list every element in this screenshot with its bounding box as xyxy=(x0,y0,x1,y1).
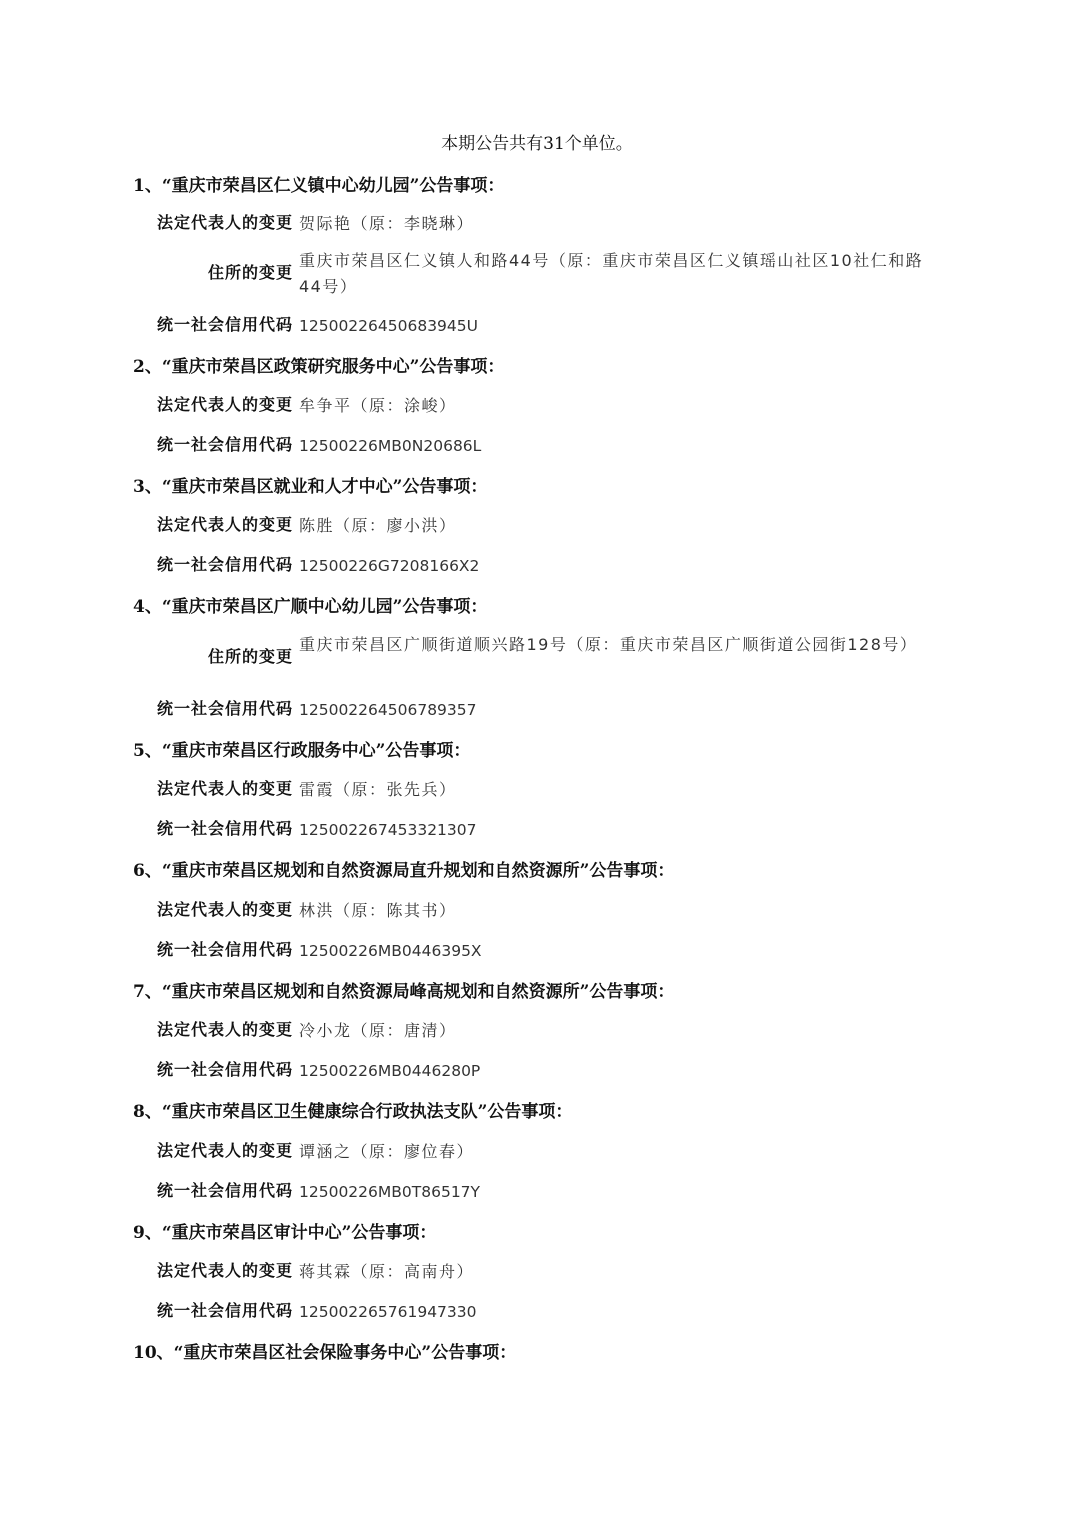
credit-code-value: 12500226MB0N20686L xyxy=(299,437,482,455)
credit-code-value: 12500226MB0T86517Y xyxy=(299,1183,481,1201)
legal-rep-value: 贺际艳（原：李晓琳） xyxy=(299,214,475,233)
legal-rep-value: 林洪（原：陈其书） xyxy=(299,901,457,920)
credit-code-label: 统一社会信用代码 xyxy=(156,1301,293,1320)
entry-8-heading: 8、“重庆市荣昌区卫生健康综合行政执法支队”公告事项： xyxy=(133,1102,573,1122)
credit-code-value: 125002264506789357 xyxy=(299,701,477,719)
address-change-label: 住所的变更 xyxy=(207,647,293,666)
address-value: 重庆市荣昌区广顺街道顺兴路19号（原：重庆市荣昌区广顺街道公园街128号） xyxy=(299,635,918,654)
credit-code-value: 125002265761947330 xyxy=(299,1303,477,1321)
announcement-summary: 本期公告共有31个单位。 xyxy=(441,134,633,154)
legal-rep-value: 冷小龙（原：唐清） xyxy=(299,1021,457,1040)
credit-code-value: 12500226MB0446395X xyxy=(299,942,482,960)
credit-code-label: 统一社会信用代码 xyxy=(156,819,293,838)
entry-5-heading: 5、“重庆市荣昌区行政服务中心”公告事项： xyxy=(133,741,471,761)
credit-code-label: 统一社会信用代码 xyxy=(156,1060,293,1079)
entry-4-heading: 4、“重庆市荣昌区广顺中心幼儿园”公告事项： xyxy=(133,597,488,617)
legal-rep-change-label: 法定代表人的变更 xyxy=(156,1141,293,1160)
credit-code-label: 统一社会信用代码 xyxy=(156,1181,293,1200)
legal-rep-value: 雷霞（原：张先兵） xyxy=(299,780,457,799)
legal-rep-value: 蒋其霖（原：高南舟） xyxy=(299,1262,475,1281)
credit-code-value: 12500226450683945U xyxy=(299,317,478,335)
credit-code-label: 统一社会信用代码 xyxy=(156,555,293,574)
entry-10-heading: 10、“重庆市荣昌区社会保险事务中心”公告事项： xyxy=(133,1343,517,1363)
credit-code-value: 125002267453321307 xyxy=(299,821,477,839)
credit-code-label: 统一社会信用代码 xyxy=(156,699,293,718)
legal-rep-change-label: 法定代表人的变更 xyxy=(156,779,293,798)
entry-3-heading: 3、“重庆市荣昌区就业和人才中心”公告事项： xyxy=(133,477,488,497)
credit-code-label: 统一社会信用代码 xyxy=(156,315,293,334)
entry-6-heading: 6、“重庆市荣昌区规划和自然资源局直升规划和自然资源所”公告事项： xyxy=(133,861,675,881)
entry-9-heading: 9、“重庆市荣昌区审计中心”公告事项： xyxy=(133,1223,437,1243)
legal-rep-value: 陈胜（原：廖小洪） xyxy=(299,516,457,535)
legal-rep-change-label: 法定代表人的变更 xyxy=(156,395,293,414)
entry-1-heading: 1、“重庆市荣昌区仁义镇中心幼儿园”公告事项： xyxy=(133,176,505,196)
legal-rep-change-label: 法定代表人的变更 xyxy=(156,515,293,534)
legal-rep-change-label: 法定代表人的变更 xyxy=(156,900,293,919)
entry-7-heading: 7、“重庆市荣昌区规划和自然资源局峰高规划和自然资源所”公告事项： xyxy=(133,982,675,1002)
credit-code-label: 统一社会信用代码 xyxy=(156,435,293,454)
legal-rep-change-label: 法定代表人的变更 xyxy=(156,1261,293,1280)
credit-code-value: 12500226G7208166X2 xyxy=(299,557,480,575)
credit-code-value: 12500226MB0446280P xyxy=(299,1062,481,1080)
legal-rep-change-label: 法定代表人的变更 xyxy=(156,213,293,232)
legal-rep-value: 谭涵之（原：廖位春） xyxy=(299,1142,475,1161)
address-value: 重庆市荣昌区仁义镇人和路44号（原：重庆市荣昌区仁义镇瑶山社区10社仁和路44号） xyxy=(299,251,924,296)
credit-code-label: 统一社会信用代码 xyxy=(156,940,293,959)
legal-rep-change-label: 法定代表人的变更 xyxy=(156,1020,293,1039)
legal-rep-value: 牟争平（原：涂峻） xyxy=(299,396,457,415)
entry-2-heading: 2、“重庆市荣昌区政策研究服务中心”公告事项： xyxy=(133,357,505,377)
address-change-label: 住所的变更 xyxy=(207,263,293,282)
